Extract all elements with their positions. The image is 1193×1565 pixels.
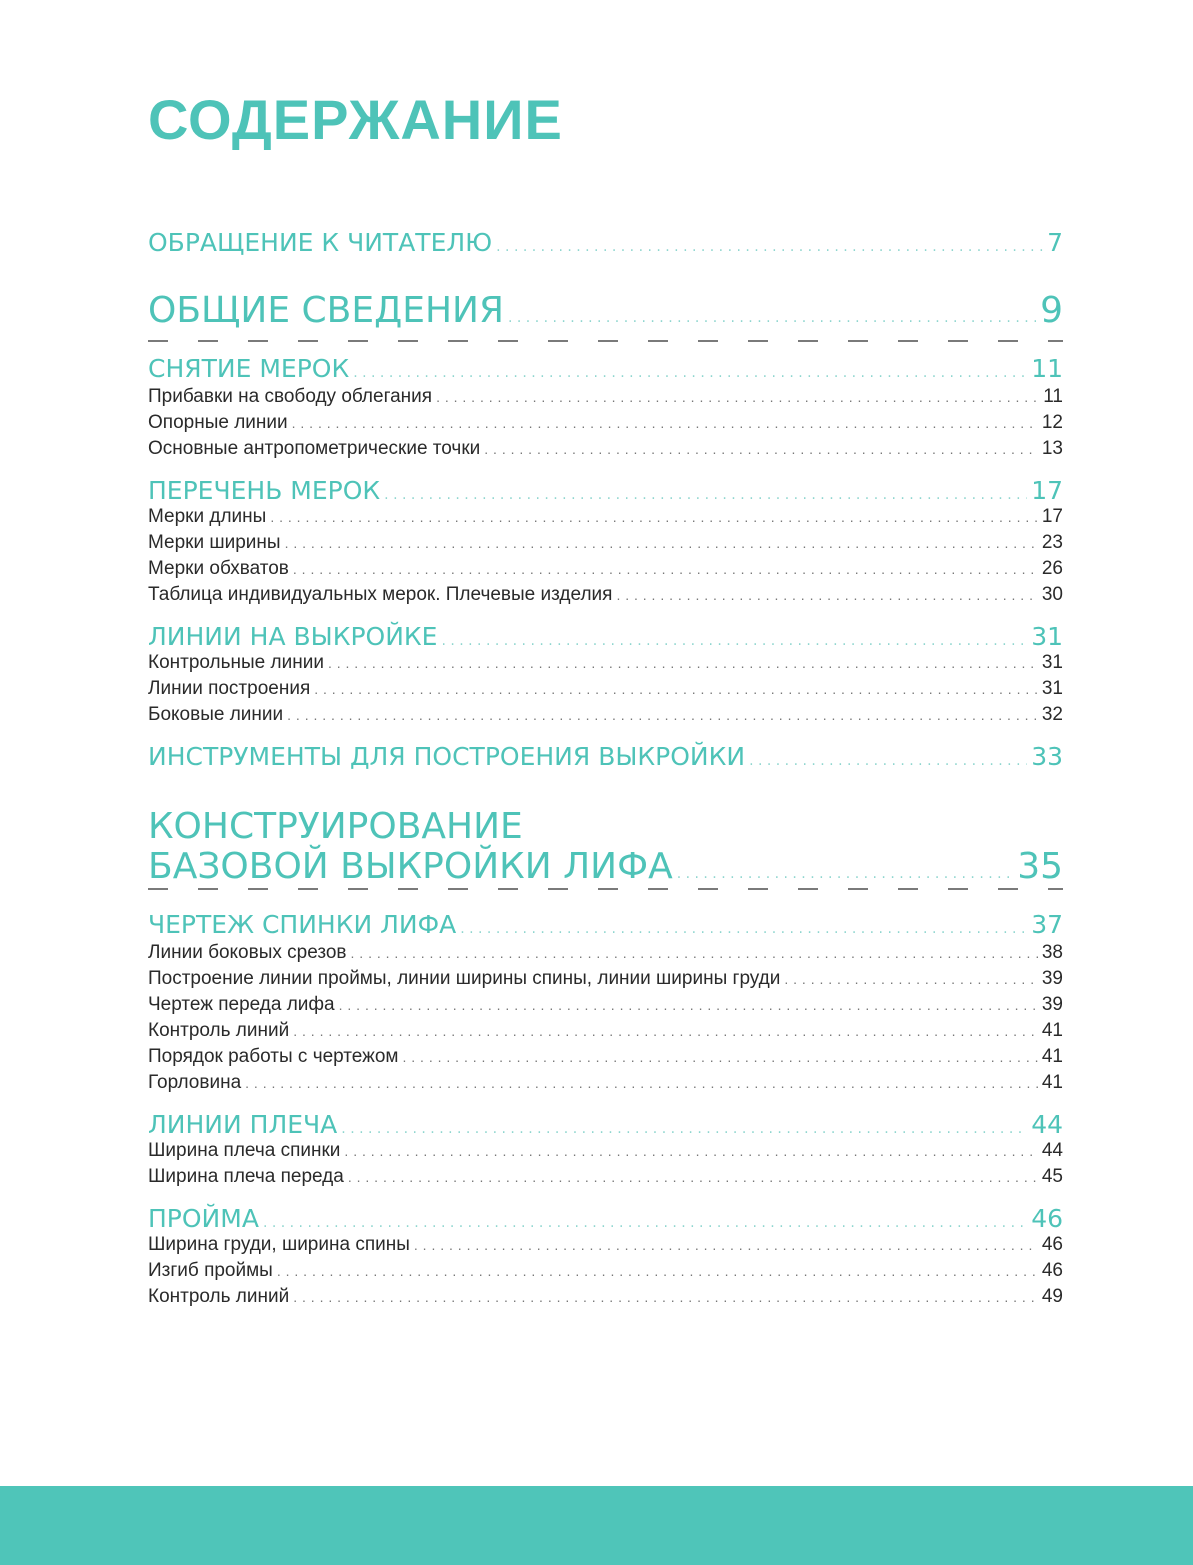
toc-item[interactable] [148, 506, 1063, 528]
toc-section-label: ЛИНИИ ПЛЕЧА [148, 1110, 338, 1139]
toc-section-label: ЛИНИИ НА ВЫКРОЙКЕ [148, 622, 438, 651]
toc-item-label: Контрольные линии [148, 652, 324, 673]
dot-leader [460, 921, 1027, 937]
toc-item-label: Линии боковых срезов [148, 942, 347, 963]
toc-item-label: Опорные линии [148, 412, 288, 433]
toc-item-label: Горловина [148, 1072, 242, 1093]
dot-leader [616, 587, 1037, 603]
dot-leader [484, 441, 1038, 457]
toc-item-page: 11 [1043, 386, 1063, 407]
toc-item-label: Линии построения [148, 678, 311, 699]
toc-item[interactable] [148, 942, 1063, 964]
toc-section-label: ПРОЙМА [148, 1204, 259, 1233]
toc-item[interactable] [148, 584, 1063, 606]
toc-section-label: ИНСТРУМЕНТЫ ДЛЯ ПОСТРОЕНИЯ ВЫКРОЙКИ [148, 742, 746, 771]
dot-leader [414, 1237, 1038, 1253]
toc-item-page: 41 [1041, 1072, 1063, 1093]
toc-item-page: 32 [1041, 704, 1063, 725]
toc-item-label: Мерки длины [148, 506, 267, 527]
toc-section-page: 44 [1031, 1110, 1063, 1139]
toc-section-page: 37 [1031, 910, 1063, 939]
toc-item-page: 31 [1041, 678, 1063, 699]
toc-section-back-draft[interactable] [148, 910, 1063, 939]
toc-item[interactable] [148, 1140, 1063, 1162]
footer-bar [0, 1486, 1193, 1565]
dot-leader [328, 655, 1038, 671]
toc-item-label: Таблица индивидуальных мерок. Плечевые изделия [148, 584, 613, 605]
toc-item[interactable] [148, 704, 1063, 726]
toc-item-page: 31 [1041, 652, 1063, 673]
dot-leader [263, 1215, 1027, 1231]
toc-section-page: 11 [1031, 354, 1063, 383]
toc-item-label: Мерки обхватов [148, 558, 289, 579]
toc-item-page: 30 [1041, 584, 1063, 605]
dot-leader [292, 415, 1038, 431]
toc-item[interactable] [148, 412, 1063, 434]
toc-entry-intro[interactable] [148, 228, 1063, 257]
toc-item-page: 41 [1041, 1020, 1063, 1041]
toc-entry-label: ОБРАЩЕНИЕ К ЧИТАТЕЛЮ [148, 228, 493, 257]
toc-section-list[interactable] [148, 476, 1063, 505]
toc-section-armhole[interactable] [148, 1204, 1063, 1233]
dot-leader [348, 1169, 1038, 1185]
toc-item-label: Чертеж переда лифа [148, 994, 335, 1015]
toc-section-shoulder[interactable] [148, 1110, 1063, 1139]
toc-item-page: 44 [1041, 1140, 1063, 1161]
toc-item-page: 17 [1041, 506, 1063, 527]
toc-item-label: Контроль линий [148, 1286, 290, 1307]
toc-item[interactable] [148, 1166, 1063, 1188]
dot-leader [245, 1075, 1038, 1091]
toc-part-general[interactable] [148, 290, 1063, 331]
toc-item-page: 46 [1041, 1234, 1063, 1255]
part-divider [148, 888, 1063, 890]
toc-item[interactable] [148, 558, 1063, 580]
toc-item-label: Основные антропометрические точки [148, 438, 481, 459]
toc-item-label: Прибавки на свободу облегания [148, 386, 433, 407]
dot-leader [353, 365, 1027, 381]
toc-section-label: ЧЕРТЕЖ СПИНКИ ЛИФА [148, 910, 457, 939]
toc-item[interactable] [148, 1072, 1063, 1094]
dot-leader [293, 561, 1038, 577]
toc-section-label: ПЕРЕЧЕНЬ МЕРОК [148, 476, 381, 505]
toc-item-label: Ширина плеча спинки [148, 1140, 341, 1161]
dot-leader [293, 1023, 1038, 1039]
toc-item-label: Боковые линии [148, 704, 284, 725]
toc-item[interactable] [148, 532, 1063, 554]
toc-item-page: 39 [1041, 968, 1063, 989]
toc-item[interactable] [148, 968, 1063, 990]
dot-leader [287, 707, 1038, 723]
toc-section-pattern-lines[interactable] [148, 622, 1063, 651]
toc-item-label: Контроль линий [148, 1020, 290, 1041]
dot-leader [436, 389, 1039, 405]
toc-item-page: 12 [1041, 412, 1063, 433]
toc-item-label: Изгиб проймы [148, 1260, 273, 1281]
toc-entry-page: 7 [1047, 228, 1063, 257]
toc-item-page: 49 [1041, 1286, 1063, 1307]
dot-leader [270, 509, 1038, 525]
toc-item[interactable] [148, 1046, 1063, 1068]
dot-leader [749, 753, 1027, 769]
toc-part-label: БАЗОВОЙ ВЫКРОЙКИ ЛИФА [148, 846, 673, 887]
toc-part-page: 9 [1040, 290, 1063, 331]
dot-leader [277, 1263, 1038, 1279]
toc-item[interactable] [148, 678, 1063, 700]
toc-item[interactable] [148, 652, 1063, 674]
toc-item[interactable] [148, 1260, 1063, 1282]
dot-leader [285, 535, 1038, 551]
toc-item-page: 13 [1041, 438, 1063, 459]
toc-item[interactable] [148, 1020, 1063, 1042]
toc-item[interactable] [148, 1234, 1063, 1256]
part-divider [148, 340, 1063, 342]
toc-part-label-line1: КОНСТРУИРОВАНИЕ [148, 806, 523, 847]
dot-leader [351, 945, 1038, 961]
dot-leader [339, 997, 1038, 1013]
toc-item-label: Мерки ширины [148, 532, 281, 553]
toc-item-label: Порядок работы с чертежом [148, 1046, 399, 1067]
toc-section-tools[interactable] [148, 742, 1063, 771]
dot-leader [784, 971, 1037, 987]
dot-leader [341, 1121, 1027, 1137]
toc-part-label: ОБЩИЕ СВЕДЕНИЯ [148, 290, 504, 331]
toc-item[interactable] [148, 438, 1063, 460]
dot-leader [293, 1289, 1038, 1305]
toc-section-page: 17 [1031, 476, 1063, 505]
toc-item-page: 38 [1041, 942, 1063, 963]
dot-leader [344, 1143, 1037, 1159]
toc-item-label: Построение линии проймы, линии ширины спины, линии ширины груди [148, 968, 781, 989]
toc-item-page: 39 [1041, 994, 1063, 1015]
dot-leader [441, 633, 1027, 649]
toc-part-page: 35 [1017, 846, 1063, 887]
toc-section-measurements[interactable] [148, 354, 1063, 383]
page-title: СОДЕРЖАНИЕ [148, 88, 563, 151]
toc-item-label: Ширина плеча переда [148, 1166, 344, 1187]
toc-item-label: Ширина груди, ширина спины [148, 1234, 410, 1255]
toc-item[interactable] [148, 386, 1063, 408]
toc-item-page: 46 [1041, 1260, 1063, 1281]
dot-leader [496, 239, 1043, 255]
toc-section-page: 46 [1031, 1204, 1063, 1233]
dot-leader [403, 1049, 1038, 1065]
toc-item-page: 23 [1041, 532, 1063, 553]
toc-section-page: 31 [1031, 622, 1063, 651]
dot-leader [314, 681, 1038, 697]
toc-item[interactable] [148, 994, 1063, 1016]
toc-item-page: 45 [1041, 1166, 1063, 1187]
toc-section-label: СНЯТИЕ МЕРОК [148, 354, 350, 383]
dot-leader [677, 866, 1013, 882]
toc-item[interactable] [148, 1286, 1063, 1308]
toc-item-page: 41 [1041, 1046, 1063, 1067]
toc-item-page: 26 [1041, 558, 1063, 579]
dot-leader [384, 487, 1027, 503]
toc-section-page: 33 [1031, 742, 1063, 771]
dot-leader [508, 310, 1036, 326]
toc-part-construction[interactable] [148, 846, 1063, 887]
